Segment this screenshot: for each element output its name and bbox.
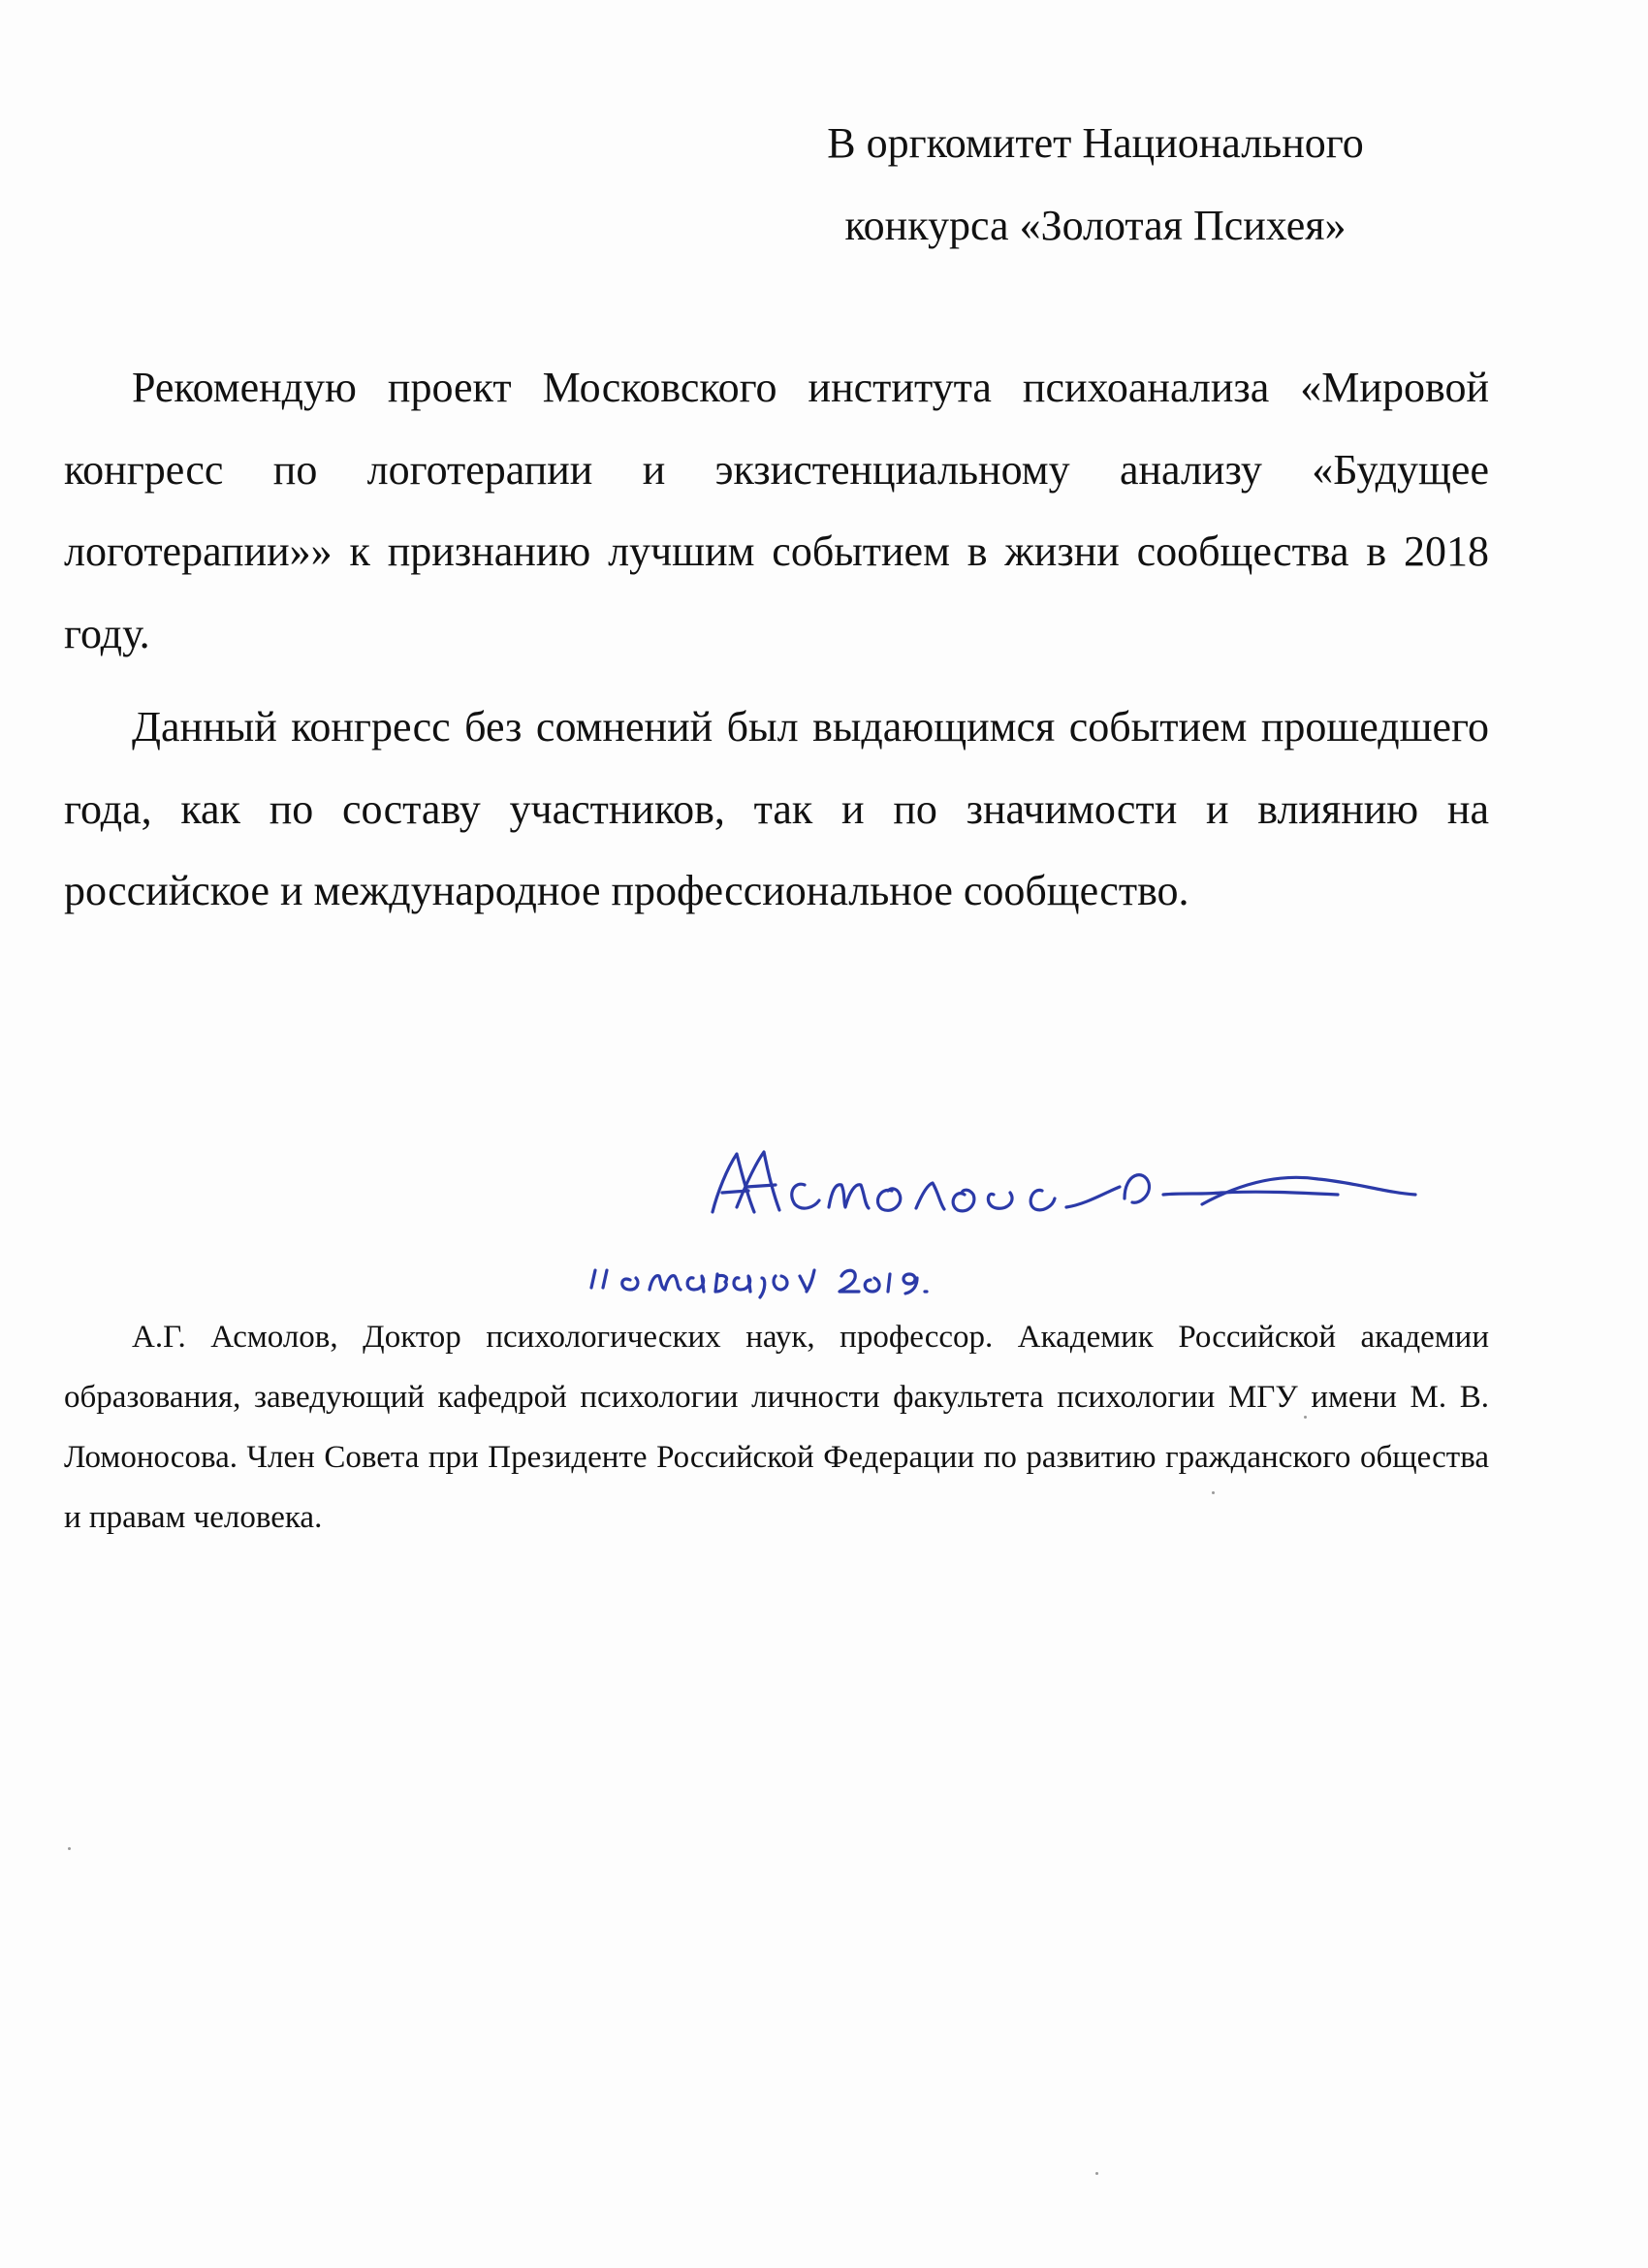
author-credentials [64,1307,1489,1548]
body-paragraph-1: Рекомендую проект Московского института психоанализа «Мировой конгресс по логотерапии и экзистенциальному анализу «Будущее логотерапии»» к признанию лучшим событием в жизни сообщества в 2018 году. [64,364,1489,657]
signature-image [582,1115,1435,1309]
signature-strokes [591,1152,1415,1297]
scan-speck [1212,1491,1215,1494]
scan-speck [1304,1416,1307,1419]
body-paragraph-2: Данный конгресс без сомнений был выдающимся событием прошедшего года, как по составу участников, так и по значимости и влиянию на российское и международное профессиональное сообщество. [64,703,1489,914]
addressee-line-2: конкурса «Золотая Психея» [844,202,1347,249]
author-text: А.Г. Асмолов, Доктор психологических наук, профессор. Академик Российской академии образования, заведующий кафедрой психологии личности факультета психологии МГУ имени М. В. Ломоносова. Член Совета при Президенте Российской Федерации по развитию гражданского общества и правам человека. [64,1320,1489,1535]
handwritten-signature [582,1115,1435,1309]
letter-body [64,347,1489,933]
addressee-block [679,102,1512,267]
scan-speck [1095,2172,1098,2175]
scan-speck [68,1847,71,1850]
addressee-line-1: В оргкомитет Национального [827,119,1364,167]
